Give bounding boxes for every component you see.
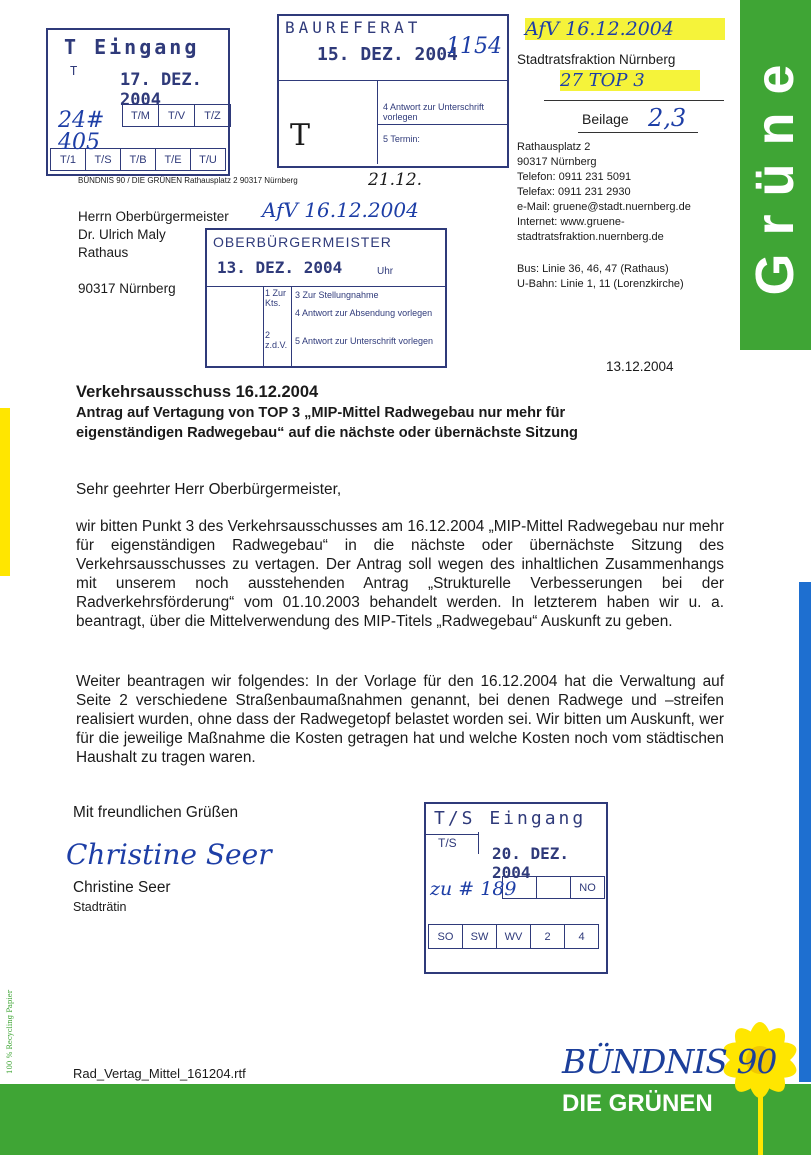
eingang-row2-cell-0: T/1	[51, 149, 86, 171]
eingang-grid-row1	[122, 104, 231, 127]
baureferat-stamp-date: 15. DEZ. 2004	[317, 44, 458, 65]
subject-line3: eigenständigen Radwegebau“ auf die nächste oder übernächste Sitzung	[76, 425, 578, 441]
paragraph-2: Weiter beantragen wir folgendes: In der Vorlage für den 16.12.2004 hat die Verwaltung auf Seite 2 verschiedene Straßenbaumaßnahmen genannt, bei denen Radwege und –streifen realisiert wurden, ohne dass der Radwegetopf belastet worden sei. Wir bitten um Auskunft, wer für die jeweilige Maßnahme die Kosten getragen hat und welche Kosten noch vom städtischen Haushalt zu tragen waren.	[76, 673, 724, 766]
ob-col2-item4: 4 Antwort zur Absendung vorlegen	[295, 308, 433, 318]
ts-row2-cell-3: 2	[531, 925, 565, 949]
ts-row2-cell-1: SW	[463, 925, 497, 949]
ob-col1-item1: 1 Zur Kts.	[265, 288, 287, 308]
salutation: Sehr geehrter Herr Oberbürgermeister,	[76, 481, 342, 498]
ts-row2-cell-0: SO	[429, 925, 463, 949]
beilage-label: Beilage	[582, 111, 629, 127]
ob-stamp-title: OBERBÜRGERMEISTER	[213, 234, 392, 250]
signer-name: Christine Seer	[73, 879, 171, 896]
handwritten-1154: 1154	[446, 34, 502, 59]
handwritten-number-405: 24# 405	[58, 108, 105, 155]
handwritten-beilage-nums: 2,3	[648, 104, 687, 132]
eingang-row2-cell-2: T/B	[121, 149, 156, 171]
ob-stamp	[205, 228, 447, 368]
ob-stamp-date: 13. DEZ. 2004	[217, 258, 343, 277]
recycling-note: 100 % Recycling Papier	[6, 989, 14, 1074]
ts-stamp-date: 20. DEZ. 2004	[492, 844, 570, 882]
handwritten-afv-top: AfV 16.12.2004	[525, 18, 725, 40]
signature: Christine Seer	[66, 838, 272, 871]
ts-row1-cell-1	[537, 877, 571, 899]
yellow-side-bar	[0, 408, 10, 576]
gruene-sidebar-text: Grüne	[745, 46, 805, 296]
handwritten-date: 21.12.	[368, 170, 423, 190]
subject-line2: Antrag auf Vertagung von TOP 3 „MIP-Mittel Radwegebau nur mehr für	[76, 405, 566, 421]
baureferat-stamp-title: BAUREFERAT	[285, 18, 422, 37]
letterhead-org: Stadtratsfraktion Nürnberg	[517, 52, 676, 67]
letterhead-address: Rathausplatz 2 90317 Nürnberg Telefon: 0911 231 5091 Telefax: 0911 231 2930 e-Mail: gruene@stadt.nuernberg.de Internet: www.gruene- stadtratsfraktion.nuernberg.de	[517, 141, 691, 243]
closing: Mit freundlichen Grüßen	[73, 804, 239, 821]
handwritten-zu-189: zu # 189	[430, 878, 517, 900]
signer-title: Stadträtin	[73, 900, 127, 914]
eingang-stamp-title: T Eingang	[64, 35, 200, 59]
ts-stamp-title: T/S Eingang	[434, 808, 587, 829]
eingang-row1-cell-1: T/V	[159, 105, 195, 127]
eingang-row2-cell-4: T/U	[191, 149, 226, 171]
logo-line2: DIE GRÜNEN	[562, 1090, 713, 1117]
paragraph-1: wir bitten Punkt 3 des Verkehrsausschusses am 16.12.2004 „MIP-Mittel Radwegebau nur mehr für eigenständigen Radwegebau“ in die nächste oder übernächste Sitzung des Verkehrsausschusses zu vertagen. Der Antrag soll wegen des inhaltlichen Zusammenhangs mit unserem noch ausstehenden Antrag „Strukturelle Verbesserungen bei der Radverkehrsförderung“ vom 01.10.2003 behandelt werden. In letzterem haben wir u. a. beantragt, über die Mittelverwendung des MIP-Titels „Radwegebau“ Auskunft zu geben.	[76, 518, 724, 630]
ts-row2-cell-2: WV	[497, 925, 531, 949]
ts-stamp-sub: T/S	[438, 836, 457, 850]
eingang-stamp-date: 17. DEZ. 2004	[120, 70, 202, 110]
eingang-row2-cell-1: T/S	[86, 149, 121, 171]
ob-stamp-uhr: Uhr	[377, 266, 394, 277]
ob-col1-item2: 2 z.d.V.	[265, 330, 288, 350]
ts-row2-cell-4: 4	[565, 925, 599, 949]
letter-date: 13.12.2004	[606, 359, 674, 374]
logo-line1: BÜNDNIS 90	[562, 1042, 777, 1081]
handwritten-afv-mid: AfV 16.12.2004	[262, 198, 419, 222]
ts-row1-cell-2: NO	[571, 877, 605, 899]
subject-line1: Verkehrsausschuss 16.12.2004	[76, 383, 319, 401]
ob-col2-item3: 3 Zur Stellungnahme	[295, 290, 379, 300]
ob-col2-item5: 5 Antwort zur Unterschrift vorlegen	[295, 336, 434, 346]
recipient-address: Herrn Oberbürgermeister Dr. Ulrich Maly Rathaus 90317 Nürnberg	[78, 209, 229, 296]
eingang-stamp-sub: T	[70, 64, 78, 78]
footer-filename: Rad_Vertag_Mittel_161204.rtf	[73, 1066, 246, 1081]
eingang-row1-cell-0: T/M	[123, 105, 159, 127]
baureferat-item-5: 5 Termin:	[383, 134, 420, 144]
sender-line: BÜNDNIS 90 / DIE GRÜNEN Rathausplatz 2 90317 Nürnberg	[78, 176, 298, 185]
ts-grid-row2	[428, 924, 599, 949]
handwritten-T: T	[290, 118, 311, 153]
eingang-row1-cell-2: T/Z	[195, 105, 231, 127]
subject	[76, 382, 578, 443]
baureferat-item-4: 4 Antwort zur Unterschrift vorlegen	[383, 102, 485, 122]
handwritten-top-ref: 27 TOP 3	[560, 70, 700, 91]
letterhead-transit: Bus: Linie 36, 46, 47 (Rathaus) U-Bahn: Linie 1, 11 (Lorenzkirche)	[517, 263, 684, 290]
gruene-sidebar	[740, 0, 811, 350]
eingang-row2-cell-3: T/E	[156, 149, 191, 171]
